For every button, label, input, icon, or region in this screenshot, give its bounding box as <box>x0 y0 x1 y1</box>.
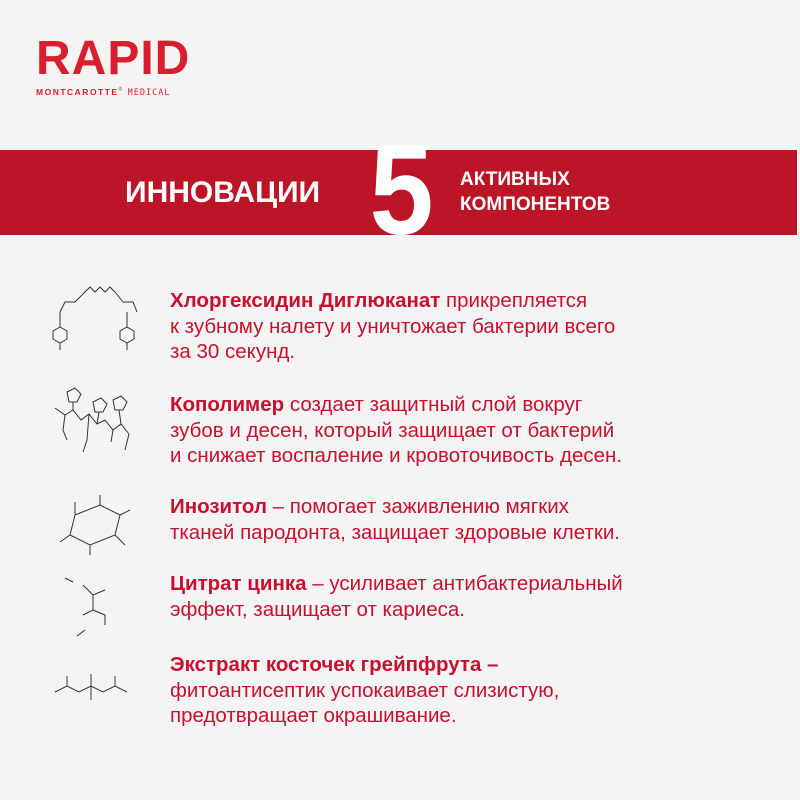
component-chlorhexidine <box>170 288 615 365</box>
component-name: Хлоргексидин Диглюканат <box>170 289 441 312</box>
banner-number: 5 <box>369 119 434 262</box>
component-name: Кополимер <box>170 393 285 416</box>
component-text: создает защитный слой вокруг <box>284 393 583 416</box>
citric-acid-structure-icon <box>45 660 145 725</box>
zinc-citrate-structure-icon <box>45 570 145 650</box>
brand-logo <box>36 32 190 99</box>
component-text: зубов и десен, который защищает от бактерий <box>170 418 615 442</box>
logo-brand: RAPID <box>36 32 191 85</box>
component-inositol <box>170 494 620 545</box>
component-text: – усиливает антибактериальный <box>306 572 623 595</box>
banner-right-line1: АКТИВНЫХ <box>460 169 570 190</box>
logo-subtitle <box>36 86 190 99</box>
component-text: за 30 секунд. <box>170 340 296 363</box>
logo-division: MEDICAL <box>127 88 171 98</box>
logo-maker: MONTCAROTTE <box>36 87 119 97</box>
banner-right-line2: КОМПОНЕНТОВ <box>460 194 611 215</box>
component-grapefruit-extract <box>170 652 559 729</box>
component-text: фитоантисептик успокаивает слизистую, <box>170 678 560 702</box>
copolymer-structure-icon <box>45 380 145 475</box>
inositol-structure-icon <box>45 490 145 565</box>
component-name: Инозитол <box>170 495 267 518</box>
component-zinc-citrate <box>170 571 623 622</box>
component-text: – помогает заживлению мягких <box>266 495 569 518</box>
logo-reg: ® <box>118 87 124 94</box>
component-text: к зубному налету и уничтожает бактерии всего <box>170 314 616 338</box>
component-text: предотвращает окрашивание. <box>170 704 457 727</box>
component-name: Цитрат цинка <box>170 572 307 595</box>
component-text: прикрепляется <box>440 289 588 312</box>
chlorhexidine-structure-icon <box>45 282 145 367</box>
component-text: и снижает воспаление и кровоточивость десен. <box>170 444 623 467</box>
component-text: эффект, защищает от кариеса. <box>170 597 465 621</box>
banner-left-text: ИННОВАЦИИ <box>125 176 321 209</box>
component-text: тканей пародонта, защищает здоровые клетки. <box>170 520 620 544</box>
component-copolymer <box>170 392 622 469</box>
banner-right-text <box>460 167 610 217</box>
component-name: Экстракт косточек грейпфрута – <box>170 653 499 676</box>
